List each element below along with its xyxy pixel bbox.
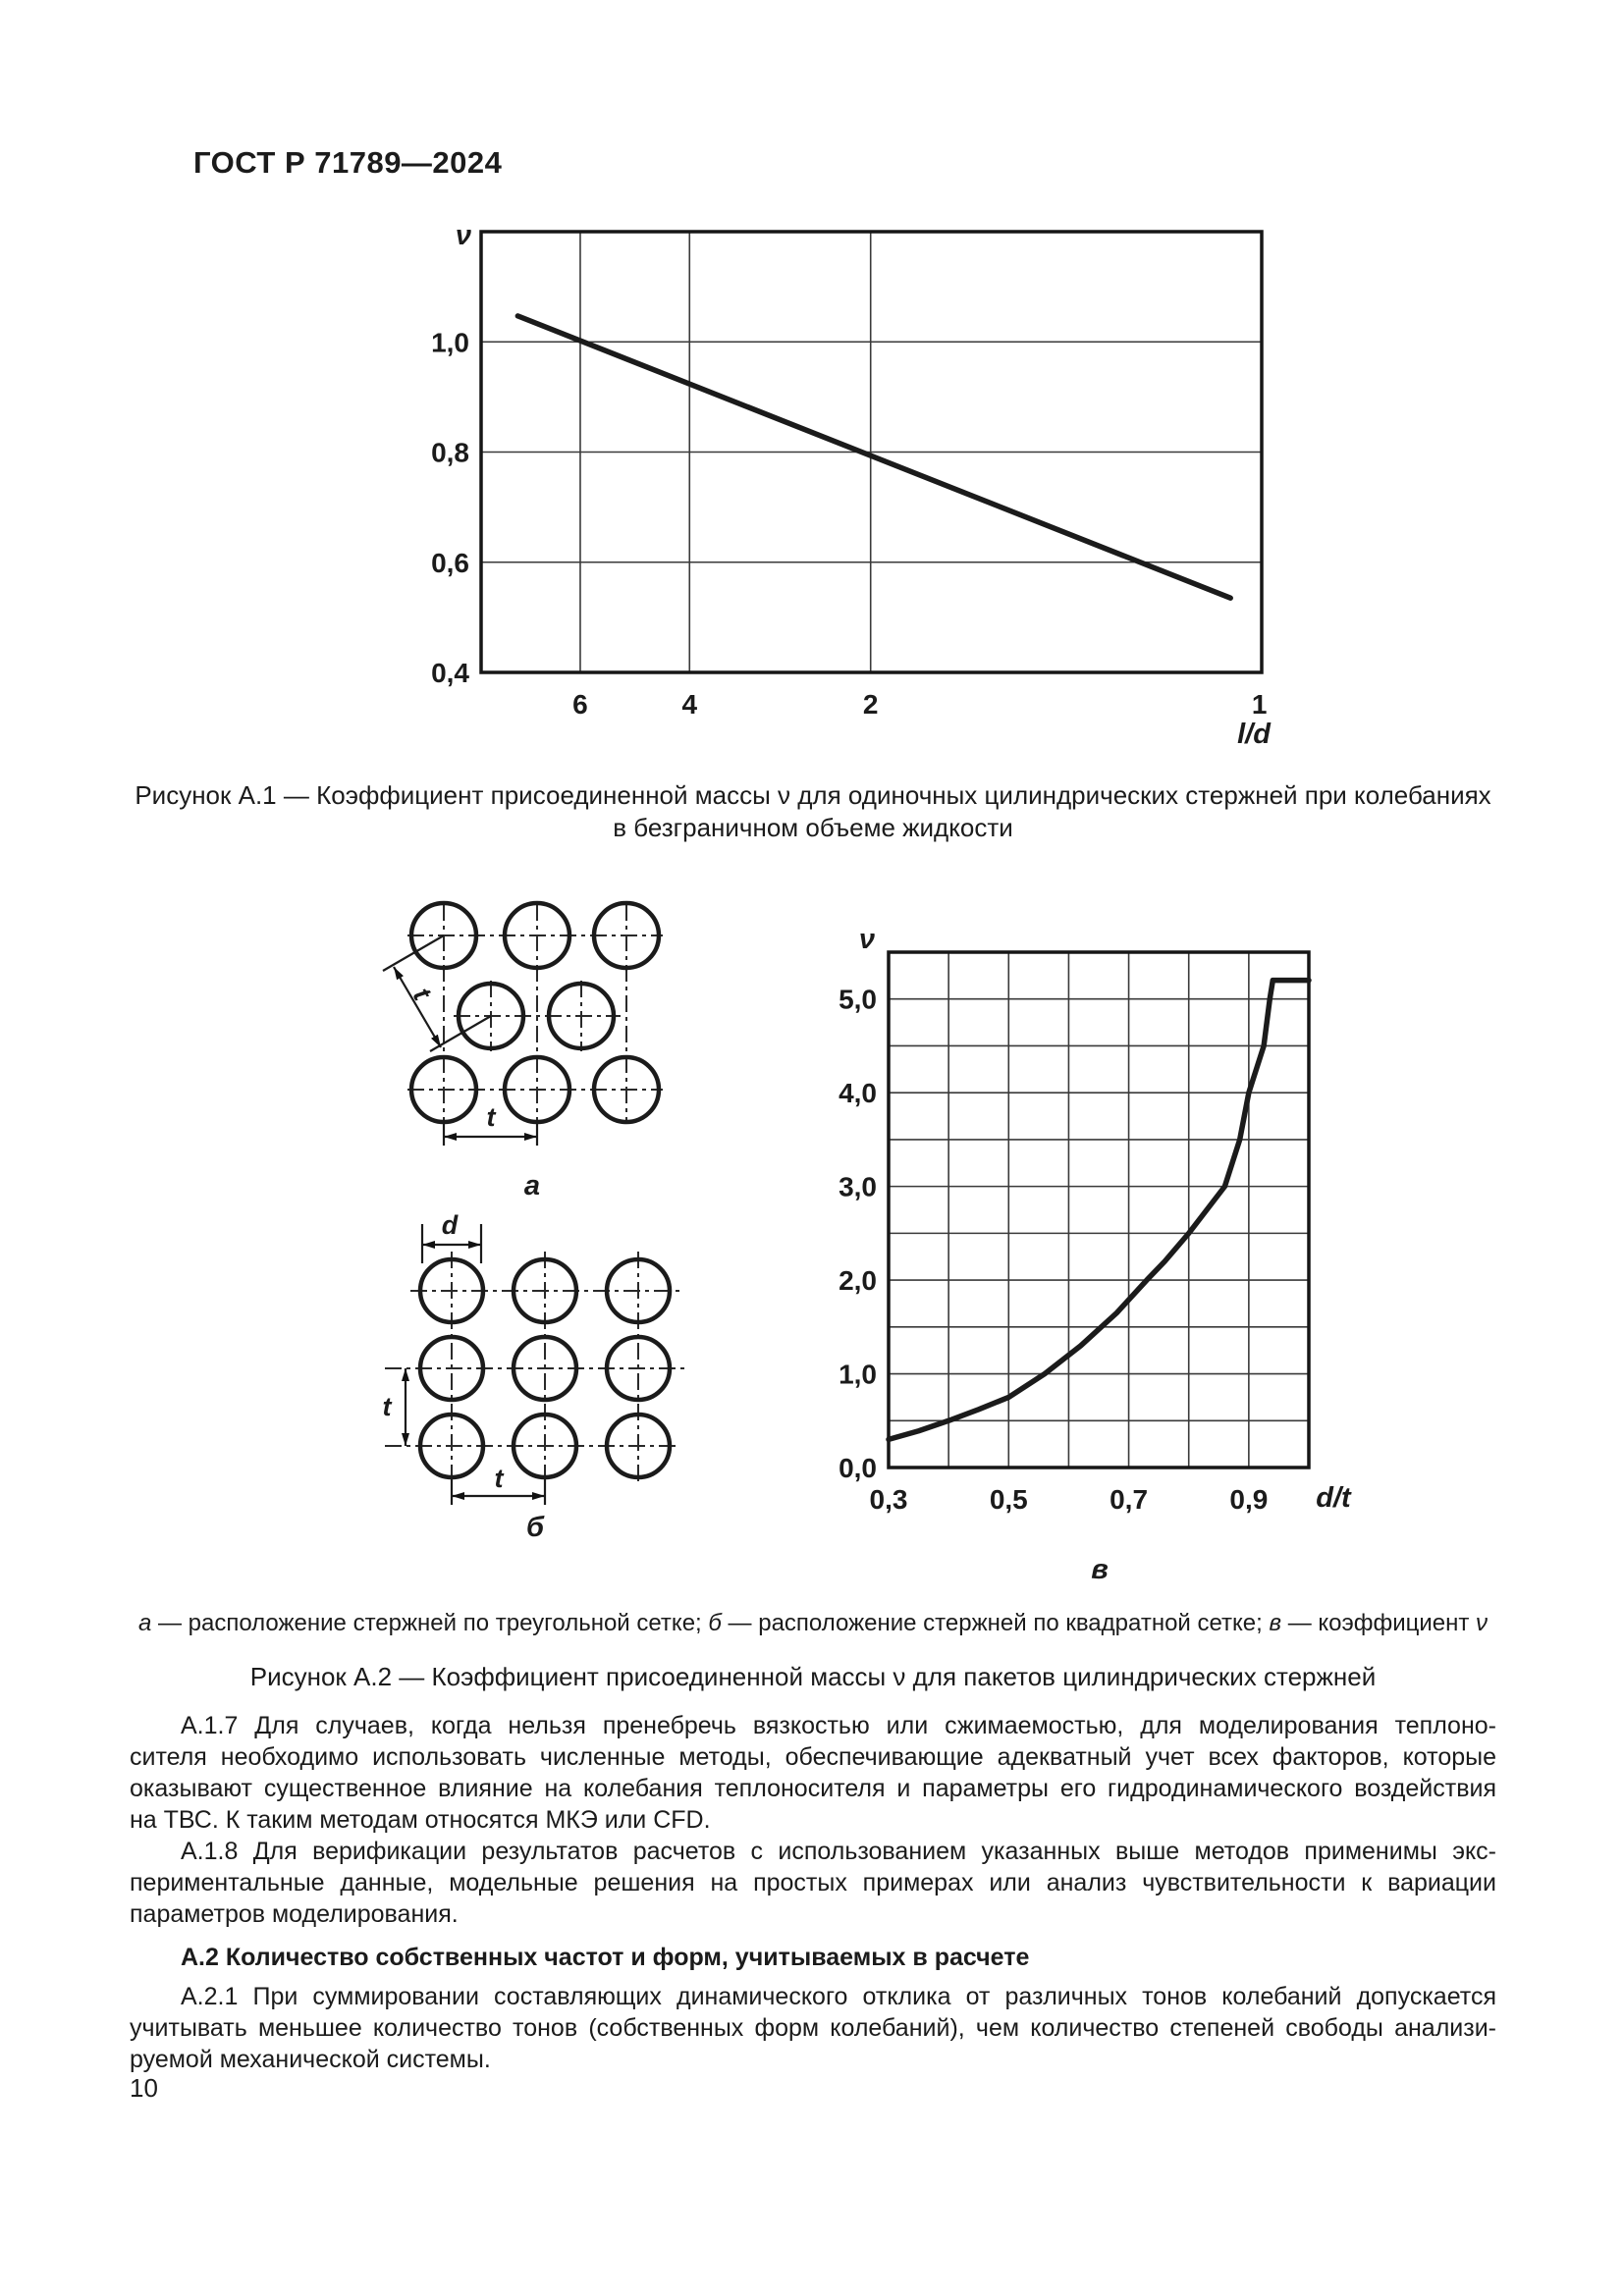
legend-part: — коэффициент [1281, 1610, 1477, 1636]
svg-text:0,5: 0,5 [989, 1484, 1028, 1515]
paragraph-line: периментальные данные, модельные решения на простых примерах или анализ чувствительности к вариации [130, 1869, 1496, 1896]
legend-part: а [137, 1610, 152, 1636]
pitch-dimension-label: t [382, 1392, 392, 1421]
pitch-dimension-label: t [486, 1102, 496, 1132]
figure-a1-line-chart [412, 221, 1296, 771]
caption-line: в безграничном объеме жидкости [613, 813, 1013, 842]
legend-part: б [708, 1610, 722, 1636]
page-number: 10 [130, 2073, 158, 2103]
page-header: ГОСТ Р 71789—2024 [193, 145, 503, 180]
figure-a2-caption: Рисунок А.2 — Коэффициент присоединенной массы ν для пакетов цилиндрических стержней [249, 1662, 1377, 1691]
paragraph-line: А.2.1 При суммировании составляющих динамического отклика от различных тонов колебаний допускается [181, 1983, 1496, 2010]
subfigure-b-label: б [526, 1512, 544, 1543]
diameter-dimension-label: d [441, 1210, 459, 1240]
paragraph-line: А.1.7 Для случаев, когда нельзя пренебречь вязкостью или сжимаемостью, для моделирования теплоно- [181, 1712, 1496, 1739]
svg-text:ν: ν [858, 924, 876, 955]
svg-text:0,6: 0,6 [431, 547, 469, 578]
figure-a2-legend [130, 1610, 1496, 1637]
svg-text:1: 1 [1251, 689, 1268, 720]
figure-a2-square-lattice-diagram [363, 1212, 717, 1551]
figure-a2-coefficient-chart [835, 923, 1384, 1610]
svg-text:2,0: 2,0 [839, 1265, 877, 1297]
paragraph-line: учитывать меньшее количество тонов (собственных форм колебаний), чем количество степеней свободы анализи- [130, 2014, 1496, 2042]
svg-text:4: 4 [681, 689, 698, 720]
svg-text:5,0: 5,0 [839, 984, 877, 1015]
paragraph-line: оказывают существенное влияние на колебания теплоносителя и параметры его гидродинамического воздействия [130, 1775, 1496, 1802]
subfigure-v-label: в [1091, 1554, 1109, 1585]
svg-text:ν: ν [455, 220, 472, 251]
svg-text:0,4: 0,4 [431, 658, 469, 688]
caption-line: Рисунок А.1 — Коэффициент присоединенной массы ν для одиночных цилиндрических стержней при колебаниях [135, 780, 1491, 810]
svg-text:0,0: 0,0 [839, 1453, 877, 1483]
figure-a1-caption [130, 779, 1496, 844]
svg-text:6: 6 [572, 689, 588, 720]
svg-text:d/t: d/t [1316, 1482, 1351, 1514]
paragraph-line: сителя необходимо использовать численные методы, обеспечивающие адекватный учет всех факторов, которые [130, 1743, 1496, 1771]
svg-text:0,7: 0,7 [1110, 1484, 1149, 1515]
legend-part: — расположение стержней по квадратной сетке; [721, 1610, 1270, 1636]
paragraph-line: параметров моделирования. [130, 1900, 459, 1928]
pitch-dimension-label: t [406, 983, 438, 1005]
svg-text:0,8: 0,8 [431, 437, 469, 468]
paragraph-line: руемой механической системы. [130, 2046, 491, 2073]
legend-part: ν [1476, 1610, 1489, 1636]
paragraph-line: на ТВС. К таким методам относятся МКЭ или CFD. [130, 1806, 711, 1834]
section-heading: А.2 Количество собственных частот и форм, учитываемых в расчете [181, 1944, 1030, 1971]
figure-a2-triangular-lattice-diagram [363, 879, 687, 1212]
pitch-dimension-label: t [494, 1464, 504, 1493]
svg-text:0,9: 0,9 [1229, 1484, 1269, 1515]
svg-text:0,3: 0,3 [869, 1484, 908, 1515]
svg-text:l/d: l/d [1237, 719, 1271, 750]
svg-text:4,0: 4,0 [839, 1078, 877, 1109]
pitch-dimension-arrow [394, 967, 441, 1047]
svg-text:2: 2 [862, 689, 879, 720]
paragraph-line: А.1.8 Для верификации результатов расчетов с использованием указанных выше методов применимы экс- [181, 1838, 1496, 1865]
subfigure-a-label: а [523, 1170, 541, 1201]
body-text [130, 1710, 1496, 2075]
svg-text:3,0: 3,0 [839, 1171, 877, 1202]
svg-text:1,0: 1,0 [431, 327, 469, 358]
legend-part: в [1269, 1610, 1282, 1636]
legend-part: — расположение стержней по треугольной сетке; [151, 1610, 709, 1636]
svg-text:1,0: 1,0 [839, 1359, 877, 1390]
